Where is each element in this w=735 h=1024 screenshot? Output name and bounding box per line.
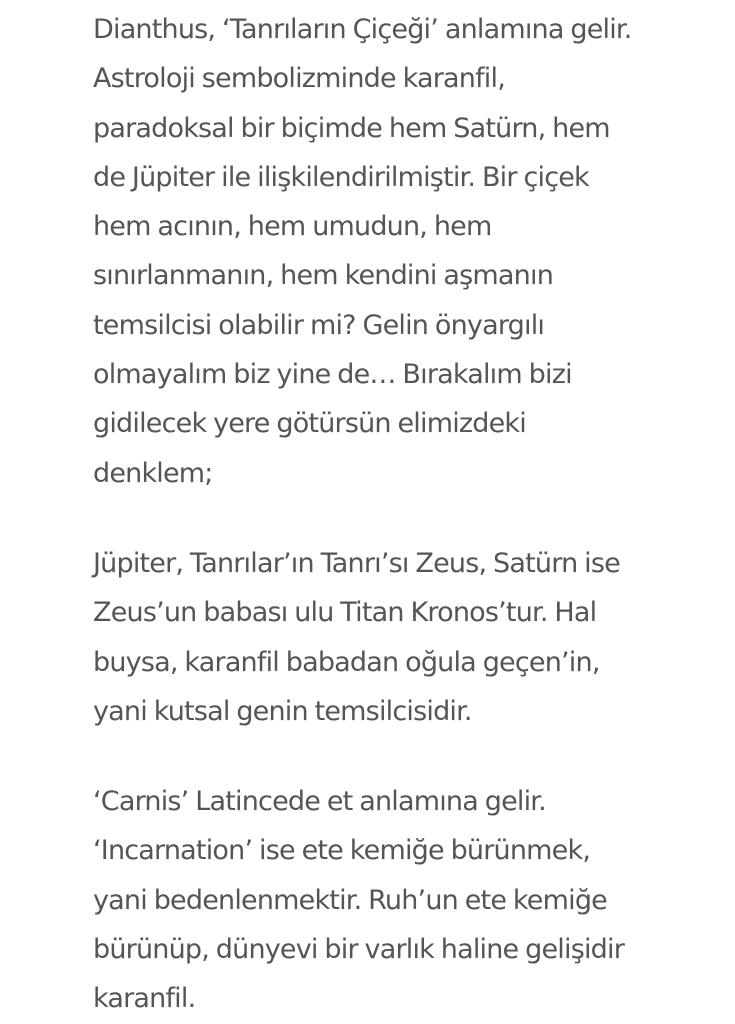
text-line: temsilcisi olabilir mi? Gelin önyargılı: [93, 309, 545, 341]
text-line: Dianthus, ‘Tanrıların Çiçeği’ anlamına gelir.: [93, 14, 632, 45]
text-line: karanfil.: [93, 983, 196, 1015]
text-line: de Jüpiter ile ilişkilendirilmiştir. Bir çiçek: [93, 161, 589, 193]
paragraph-dianthus: [93, 0, 713, 498]
text-line: ‘Carnis’ Latincede et anlamına gelir.: [93, 786, 546, 818]
paragraph-jupiter: [93, 539, 713, 736]
text-line: yani kutsal genin temsilcisidir.: [93, 695, 472, 727]
text-line: ‘Incarnation’ ise ete kemiğe bürünmek,: [93, 835, 591, 867]
text-line: denklem;: [93, 457, 213, 489]
text-line: Astroloji sembolizminde karanfil,: [93, 63, 505, 95]
article-body: [93, 0, 713, 1024]
text-line: hem acının, hem umudun, hem: [93, 211, 492, 243]
paragraph-carnis: [93, 777, 713, 1023]
text-line: bürünüp, dünyevi bir varlık haline gelişidir: [93, 934, 625, 966]
text-line: sınırlanmanın, hem kendini aşmanın: [93, 260, 554, 292]
text-line: Jüpiter, Tanrılar’ın Tanrı’sı Zeus, Satürn ise: [93, 547, 620, 579]
text-line: paradoksal bir biçimde hem Satürn, hem: [93, 112, 610, 144]
text-line: olmayalım biz yine de… Bırakalım bizi: [93, 359, 572, 391]
text-line: buysa, karanfil babadan oğula geçen’in,: [93, 646, 600, 678]
text-line: Zeus’un babası ulu Titan Kronos’tur. Hal: [93, 597, 597, 629]
text-line: yani bedenlenmektir. Ruh’un ete kemiğe: [93, 884, 607, 916]
text-line: gidilecek yere götürsün elimizdeki: [93, 408, 526, 440]
